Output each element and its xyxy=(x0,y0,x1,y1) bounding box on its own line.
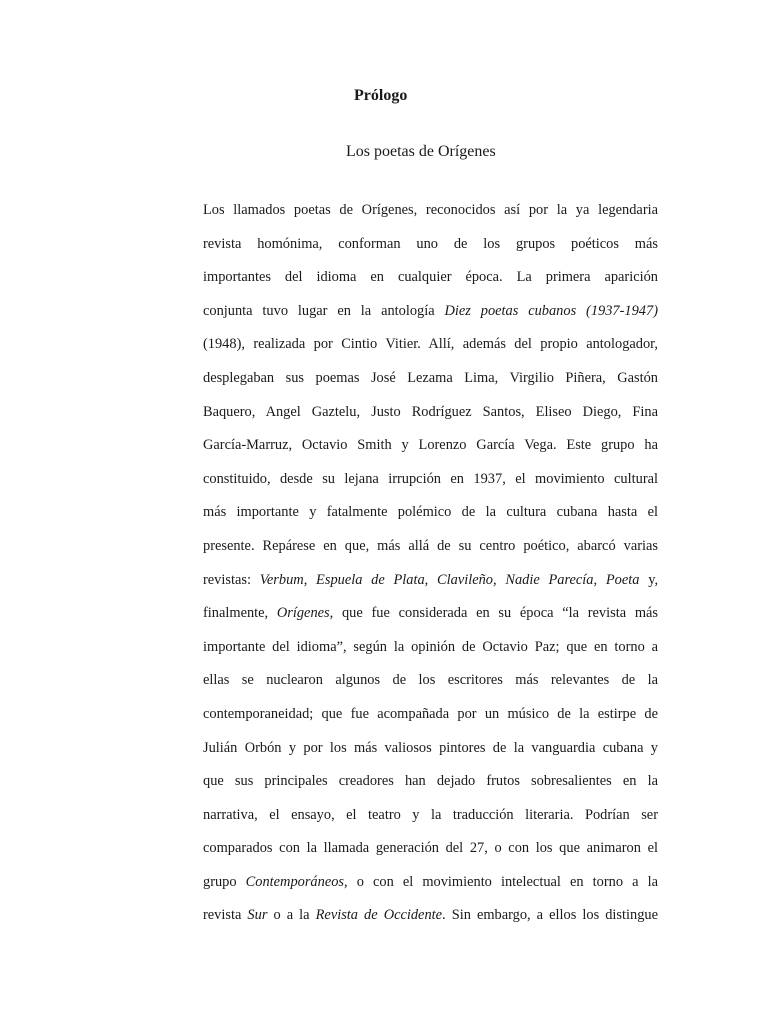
text-line xyxy=(203,835,658,869)
text-run: , xyxy=(493,571,506,588)
text-line xyxy=(203,869,658,903)
text-run: o a la xyxy=(267,907,316,924)
text-line xyxy=(203,802,658,836)
page-title: Prólogo xyxy=(354,87,408,104)
text-run: , o con el movimiento intelectual en torno a la xyxy=(344,873,658,890)
body-paragraph xyxy=(203,197,658,936)
text-line xyxy=(203,902,658,936)
text-line xyxy=(203,331,658,365)
text-line xyxy=(203,634,658,668)
text-line xyxy=(203,667,658,701)
text-line xyxy=(203,567,658,601)
italic-text: Poeta xyxy=(605,571,640,588)
text-line xyxy=(203,264,658,298)
italic-text: Revista de Occidente xyxy=(315,907,443,924)
italic-text: Sur xyxy=(247,907,268,924)
text-line xyxy=(203,365,658,399)
text-run: constituido, desde su lejana irrupción en 1937, el movimiento cultural xyxy=(203,470,658,487)
text-run: Baquero, Angel Gaztelu, Justo Rodríguez Santos, Eliseo Diego, Fina xyxy=(203,403,658,420)
text-line xyxy=(203,533,658,567)
section-subtitle: Los poetas de Orígenes xyxy=(346,143,496,160)
text-run: revista homónima, conforman uno de los grupos poéticos más xyxy=(203,235,658,252)
text-run: (1948), realizada por Cintio Vitier. Allí, además del propio antologador, xyxy=(203,336,658,353)
text-run: desplegaban sus poemas José Lezama Lima, Virgilio Piñera, Gastón xyxy=(203,369,658,386)
italic-text: Clavileño xyxy=(437,571,493,588)
text-line xyxy=(203,399,658,433)
text-run: comparados con la llamada generación del 27, o con los que animaron el xyxy=(203,840,658,857)
text-run: conjunta tuvo lugar en la antología xyxy=(203,302,445,319)
text-run: importante del idioma”, según la opinión de Octavio Paz; que en torno a xyxy=(203,638,658,655)
text-line xyxy=(203,231,658,265)
italic-text: Espuela de Plata xyxy=(316,571,425,588)
text-line xyxy=(203,197,658,231)
italic-text: Contemporáneos xyxy=(245,873,345,890)
text-line xyxy=(203,735,658,769)
text-run: que sus principales creadores han dejado frutos sobresalientes en la xyxy=(203,773,658,790)
text-run: más importante y fatalmente polémico de la cultura cubana hasta el xyxy=(203,504,658,521)
text-run: revistas: xyxy=(203,571,260,588)
text-run: , xyxy=(593,571,606,588)
text-run: Julián Orbón y por los más valiosos pintores de la vanguardia cubana y xyxy=(203,739,658,756)
italic-text: Diez poetas cubanos (1937-1947) xyxy=(444,302,658,319)
text-line xyxy=(203,499,658,533)
italic-text: Orígenes xyxy=(276,605,330,622)
text-run: García-Marruz, Octavio Smith y Lorenzo García Vega. Este grupo ha xyxy=(203,437,658,454)
text-run: Los llamados poetas de Orígenes, reconocidos así por la ya legendaria xyxy=(203,202,658,218)
text-run: , xyxy=(303,571,317,588)
text-run: finalmente, xyxy=(203,605,277,622)
text-run: , que fue considerada en su época “la revista más xyxy=(329,605,658,622)
text-run: importantes del idioma en cualquier época. La primera aparición xyxy=(203,269,658,286)
text-run: ellas se nuclearon algunos de los escritores más relevantes de la xyxy=(203,672,658,689)
text-run: presente. Repárese en que, más allá de su centro poético, abarcó varias xyxy=(203,537,658,554)
text-line xyxy=(203,298,658,332)
italic-text: Verbum xyxy=(259,571,304,588)
text-line xyxy=(203,466,658,500)
text-line xyxy=(203,768,658,802)
italic-text: Nadie Parecía xyxy=(505,571,594,588)
text-run: . Sin embargo, a ellos los distingue xyxy=(442,907,658,924)
text-run: narrativa, el ensayo, el teatro y la traducción literaria. Podrían ser xyxy=(203,806,658,823)
text-run: y, xyxy=(639,571,658,588)
text-line xyxy=(203,432,658,466)
text-run: , xyxy=(424,571,438,588)
text-run: grupo xyxy=(203,873,246,890)
text-line xyxy=(203,600,658,634)
text-run: contemporaneidad; que fue acompañada por un músico de la estirpe de xyxy=(203,705,658,722)
text-line xyxy=(203,701,658,735)
text-run: revista xyxy=(203,907,248,924)
